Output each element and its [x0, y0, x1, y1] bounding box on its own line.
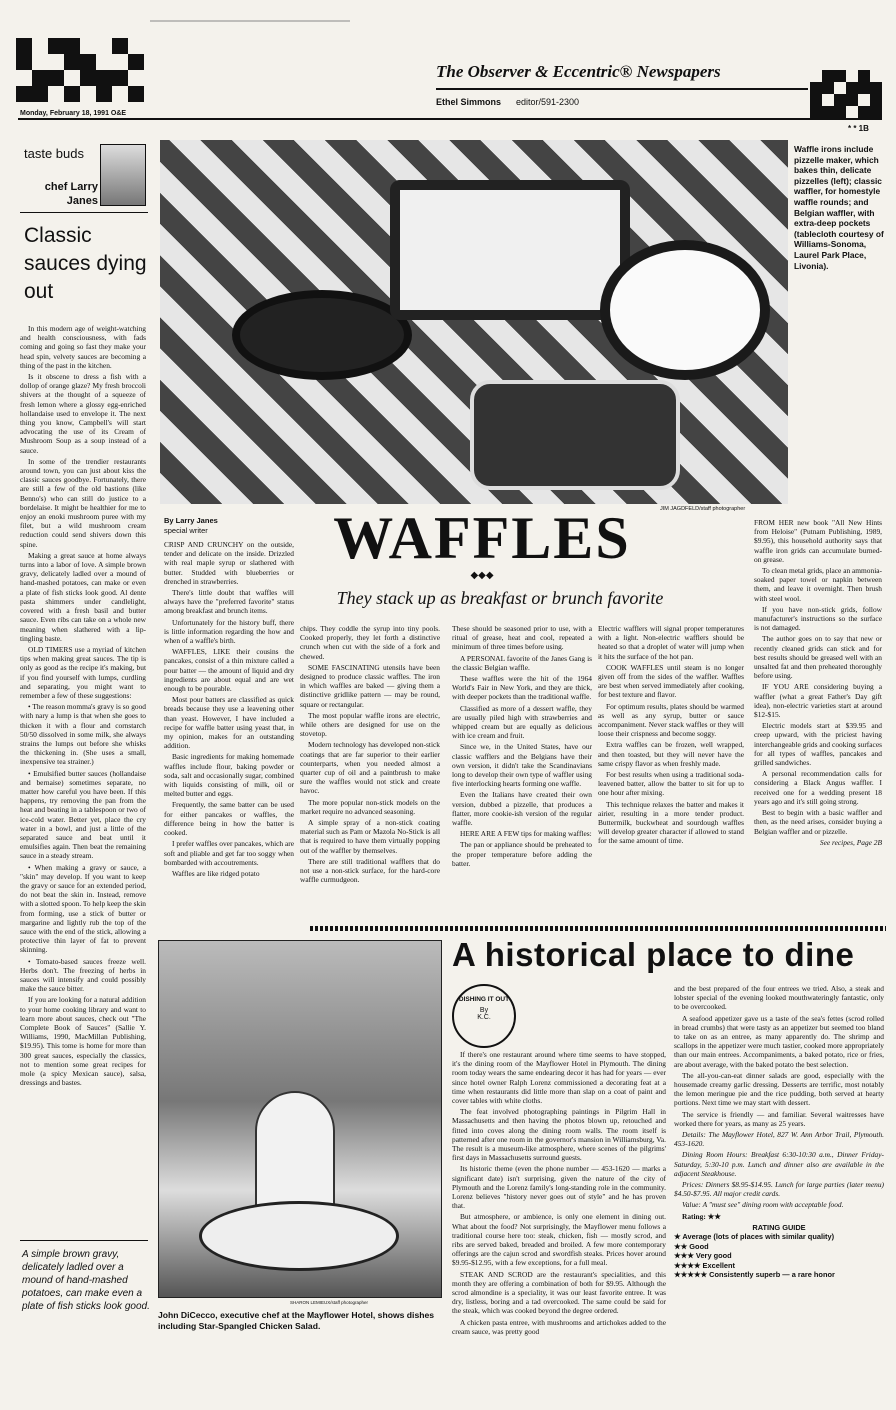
- editor-name: Ethel Simmons: [436, 97, 502, 107]
- chef-dishes-photo: [158, 940, 442, 1298]
- chef-photo-credit: SHARON LEMIEUX/staff photographer: [290, 1300, 368, 1305]
- prices-line: Prices: Dinners $8.95-$14.95. Lunch for large parties (later menu) $4.50-$7.95. All major credit cards.: [674, 1180, 884, 1199]
- editor-phone: editor/591-2300: [516, 97, 580, 107]
- hours-line: Dining Room Hours: Breakfast 6:30-10:30 a.m., Dinner Friday-Saturday, 5:30-10 p.m. Lunch and dinner also are available in the adjacent Steakhouse.: [674, 1150, 884, 1178]
- waffles-col-2: chips. They coddle the syrup into tiny pools. Cooked properly, they let forth a distinctive crunch when cut with the side of a fork and chewed. SOME FASCINATING utensils have been designed to produce classic waffles. The iron in which waffles are baked — giving them a distinctive gridlike pattern — may be round, square or rectangular. The most popular waffle irons are electric, while others are designed for use on the stovetop. Modern technology has developed non-stick coatings that are far superior to their earlier counterparts, when you needed almost a quarter cup of oil and a paintbrush to make sure the waffles would not stick and create havoc. The more popular non-stick models on the market require no advanced seasoning. A simple spray of a non-stick coating material such as Pam or Mazola No-Stick is all that is required to have them virtually popping out of the waffler by themselves. There are still traditional wafflers that do not use a non-stick surface, for the hard-core waffle curmudgeon.: [300, 624, 440, 885]
- waffles-col-3: These should be seasoned prior to use, with a ritual of grease, heat and cool, repeated a minimum of three times before using. A PERSONAL favorite of the Janes Gang is the classic Belgian waffle. These waffles were the hit of the 1964 World's Fair in New York, and they are thick, with deeper pockets than the traditional waffle. Classified as more of a dessert waffle, they are usually piled high with strawberries and whipped cream but are equally as delicious with ice cream and fruit. Since we, in the United States, have our classic wafflers and the Belgians have their own version, it didn't take the Scandinavians long to develop their own type of waffler using five interlocking hearts forming one waffle. Even the Italians have created their own version, dubbed a pizzelle, that produces a flatter, more cookie-ish version of the regular waffle. HERE ARE A FEW tips for making waffles: The pan or appliance should be preheated to the proper temperature before adding the batter.: [452, 624, 592, 868]
- badge-by: By: [479, 1007, 489, 1014]
- masthead: [0, 0, 896, 133]
- headline-ornament: ◆◆◆: [470, 570, 494, 581]
- chef-name: chef Larry Janes: [44, 181, 98, 207]
- rating-line: Rating: ★★: [682, 1211, 721, 1221]
- dishing-it-out-badge: [452, 984, 516, 1048]
- column-body: In this modern age of weight-watching and health consciousness, with fads coming and going so fast they make your head spin, velvety sauces are becoming a thing of the past in the kitchen. Is it obscene to dress a fish with a dollop of orange glaze? My fresh broccoli shivers at the thought of a squeeze of fresh lemon where a glossy egg-enriched hollandaise used to envelope it. The next thing you know, Campbell's will start advocating the use of its Cream of Mushroom Soup as a soup instead of a sauce. In some of the trendier restaurants around town, you can just about kiss the classic sauces goodbye. Fortunately, there are still a few of the old bastions (like Benno's) who can still do justice to a bordelaise. It might be healthier for me to enjoy an enoki mushroom puree with my filet, but a wild mushroom cream reduction could send shivers down this spine. Making a great sauce at home always turns into a labor of love. A simple brown gravy, delicately ladled over a mound of hand-mashed potatoes, can make or even a plate of fish sticks look good. Al dente pasta shimmers under candlelight, covered with a fresh basil and butter sauce. Even ribs can take on a whole new meaning when slathered with a lip-tingling baste. OLD TIMERS use a myriad of kitchen tips when making great sauces. The tip is only as good as the recipe it's making, but if you find yourself with lumps, curdling and separating, you might want to remember a few of these suggestions: • The reason momma's gravy is so good with nary a lump is that when she goes to thicken it with a flour and cornstarch 50/50 dissolved in some milk, she always strains the lumps out before she whisks the thickening in. (She uses a small, inexpensive tea strainer.) • Emulsified butter sauces (hollandaise and bernaise) sometimes separate, no matter how careful you have been. If this happens, try removing the pan from the heat and beating in a tablespoon or two of ice-cold water. Better yet, place the cry water in a bowl, and just a little of the separated sauce and beat until it emulsifies again. Then beat the remaining sauce in a steady stream. • When making a gravy or sauce, a "skin" may develop. If you want to keep the gravy or sauce for an extended period, do not beat the skin in. Instead, remove with a slotted spoon. To help keep the skin from forming, use a stick of butter or margarine and lightly rub the top of the sauce with the end of the stick, allowing a protective thin layer of fat to prevent skinning. • Tomato-based sauces freeze well. Herbs don't. The freezing of herbs in sauces will intensify and could possibly make the sauce bitter. If you are looking for a natural addition to your home cooking library and want to learn more about sauces, check out "The Complete Book of Sauces" (Sallie Y. Williams, 1990, MacMillan Publishing, $19.95). This tome is home for more than 300 great sauces, especially the classics, not to mention some great recipes for mole (a spicy Mexican sauce), salsa, dressings and bastes.: [20, 324, 146, 1088]
- date-rule: [18, 118, 882, 120]
- waffles-subhead: They stack up as breakfast or brunch favorite: [336, 588, 664, 608]
- badge-title: DISHING IT OUT: [458, 996, 510, 1003]
- waffles-col-5: FROM HER new book "All New Hints from Heloise" (Putnam Publishing, 1989, $9.95), this household authority says that waffle iron grids can accumulate burned-on grease. To clean metal grids, place an ammonia-soaked paper towel or napkin between them, and leave it overnight. Then brush with steel wool. If you have non-stick grids, follow manufacturer's instructions so the surface is not damaged. The author goes on to say that new or recently cleaned grids can stick and for best results should be greased well with an unsalted fat and then preheated thoroughly before using. IF YOU ARE considering buying a waffler (what a great Father's Day gift idea), non-electric varieties start at around $12-$15. Electric models start at $39.95 and creep upward, with the priciest having interchangeable grids and cooking surfaces for all types of waffles, pancakes and grilled sandwiches. A personal recommendation calls for considering a Black Angus waffler. I received one for a wedding present 18 years ago and it's still going strong. Best to begin with a basic waffler and then, as the need arises, consider buying a Belgian waffler and or pizzelle. See recipes, Page 2B: [754, 518, 882, 847]
- issue-date: Monday, February 18, 1991 O&E: [20, 110, 127, 117]
- taste-buds-column: [20, 140, 148, 1275]
- pullquote: A simple brown gravy, delicately ladled over a mound of hand-mashed potatoes, can make even a plate of fish sticks look good.: [22, 1249, 150, 1312]
- column-headline: Classic sauces dying out: [24, 224, 147, 303]
- waffle-photo-caption: Waffle irons include pizzelle maker, which bakes thin, delicate pizzelles (left); classic waffler, for homestyle waffle rounds; and Belgian waffler, with extra-deep pockets (tablecloth courtesy of Williams-Sonoma, Laurel Park Place, Livonia).: [794, 144, 884, 271]
- column-tag: taste buds: [24, 146, 84, 161]
- classic-waffler-graphic: [390, 180, 630, 320]
- waffles-byline-role: special writer: [164, 526, 208, 535]
- right-checker-graphic: [810, 70, 882, 118]
- jump-line: See recipes, Page 2B: [819, 837, 882, 847]
- waffle-irons-photo: [160, 140, 788, 504]
- rating-guide-item: ★★★ Very good: [674, 1251, 732, 1261]
- rating-guide-item: ★★★★★ Consistently superb — a rare honor: [674, 1269, 835, 1279]
- dish-plate-graphic: [199, 1201, 399, 1271]
- waffles-col-1: CRISP AND CRUNCHY on the outside, tender and delicate on the inside. Drizzled with real maple syrup or slathered with butter. Studded with blueberries or drenched in strawberries. There's little doubt that waffles will always have the "preferred favorite" status among breakfast and brunch items. Unfortunately for the history buff, there is little information regarding the how and when of a waffle's birth. WAFFLES, LIKE their cousins the pancakes, consist of a thin mixture called a pour batter — the amount of liquid and dry ingredients are about equal and are wet enough to be pourable. Most pour batters are classified as quick breads because they use a leavening other than yeast. However, I have included a recipe for waffle batter using yeast that, in my opinion, makes for an outstanding addition. Basic ingredients for making homemade waffles include flour, baking powder or soda, salt and occasionally sugar, combined with liquids consisting of milk, oil or melted butter and eggs. Frequently, the same batter can be used for either pancakes or waffles, the difference being in how the batter is cooked. I prefer waffles over pancakes, which are soft and pliable and get far too soggy when bombarded with accoutrements. Waffles are like ridged potato: [164, 540, 294, 878]
- rating-guide-item: ★★ Good: [674, 1241, 709, 1251]
- pizzelle-maker-graphic: [232, 290, 412, 380]
- waffles-col-4: Electric wafflers will signal proper temperatures with a light. Non-electric wafflers should be heated so that a droplet of water will jump when it hits the surface of the hot pan. COOK WAFFLES until steam is no longer given off from the sides of the waffler. Waffles are best when served immediately after cooking, for best texture and flavor. For optimum results, plates should be warmed as well as any syrup, butter or sauce accompaniment. Never stack waffles or they will loose their crispness and become soggy. Extra waffles can be frozen, well wrapped, and then toasted, but they will never have the same crispy flavor as when freshly made. For best results when using a traditional soda-leavened batter, allow the batter to sit for up to one hour after mixing. This technique relaxes the batter and makes it airier, resulting in a more tender product. Buttermilk, buckwheat and sourdough waffles will develop greater character if allowed to stand for the same amount of time.: [598, 624, 744, 846]
- waffles-headline: WAFFLES: [333, 505, 631, 571]
- page-mark: * * 1B: [848, 124, 869, 133]
- rating-guide-item: ★★★★ Excellent: [674, 1260, 736, 1270]
- chef-figure-graphic: [255, 1091, 335, 1211]
- section-divider: [310, 926, 886, 931]
- belgian-waffler-graphic: [600, 240, 770, 380]
- waffle-photo-credit: JIM JAGDFELD/staff photographer: [660, 506, 746, 512]
- dine-col-2: and the best prepared of the four entrees we tried. Also, a steak and lobster special of the evening looked mouthwateringly fantastic, only to be overcooked. A seafood appetizer gave us a taste of the sea's fettes (scrod rolled in bread crumbs) that were tasty as an appetizer but seemed too bland to take on as an entree, as many apparently do. The shrimp and scallops in the appetizer were much tastier, cooked more appropriately than our main entrees. Accompaniments, a baked potato, rice or fries, are about average, with the baked potato the best selection. The all-you-can-eat dinner salads are good, especially with the housemade creamy garlic dressing. Desserts are terrific, most notably the lemon meringue pie and the rice pudding, both served at hearty portions. Next time we may start with dessert. The service is friendly — and familiar. Several waitresses have worked there for years, as many as 25 years. Details: The Mayflower Hotel, 827 W. Ann Arbor Trail, Plymouth. 453-1620. Dining Room Hours: Breakfast 6:30-10:30 a.m., Dinner Friday-Saturday, 5:30-10 p.m. Lunch and dinner also are available in the adjacent Steakhouse. Prices: Dinners $8.95-$14.95. Lunch for large parties (later menu) $4.50-$7.95. All major credit cards. Value: A "must see" dining room with acceptable food. Rating: ★★ RATING GUIDE ★ Average (lots of places with similar quality) ★★ Good ★★★ Very good ★★★★ Excellent ★★★★★ Consistently superb — a rare honor: [674, 984, 884, 1279]
- rating-guide-title: RATING GUIDE: [752, 1222, 806, 1232]
- details-line: Details: The Mayflower Hotel, 827 W. Ann Arbor Trail, Plymouth. 453-1620.: [674, 1130, 884, 1149]
- badge-initials: K.C.: [477, 1014, 491, 1021]
- left-checker-graphic: [16, 38, 144, 102]
- rating-guide-item: ★ Average (lots of places with similar quality): [674, 1232, 835, 1242]
- berries-plate-graphic: [470, 380, 680, 490]
- dine-col-1: If there's one restaurant around where time seems to have stopped, it's the dining room of the Mayflower Hotel in Plymouth. The dining room today wears the same endearing decor it has had for years — ever since hotel owner Ralph Lorenz commissioned a decorating feat at a time when restaurants did little more than slap on a coat of paint and cover tables with white cloths. The feat involved photographing paintings in Pilgrim Hall in Massachusetts and then having the photos blown up, retouched and fitted into coves along the dining room walls. The room itself is patterned after one room in the governor's mansion in Williamsburg, Va. The result is a museum-like atmosphere, where scenes of the pilgrims' first days in Massachusetts surround guests. Its historic theme (even the phone number — 453-1620 — marks a significant date) isn't surprising, given the nature of the city of Plymouth and the Lorenz family's long-standing role in the community. Lorenz believes "history never goes out of style" and he has proven that. But atmosphere, or ambience, is only one element in dining out. What about the food? Not surprisingly, the Mayflower menu follows a traditional course here too: steak, chicken, fish — mostly scrod, and ribs are served baked, breaded and broiled. A few more contemporary offerings are the cajun scrod and swordfish steaks. Prices hover around $9.95-$12.95, with a few exceptions, for a full meal. STEAK AND SCROD are the restaurant's specialities, and this month they are offering a combination of both for $9.95. Although the scrod almondine is a speciality, it was our least favorite entree. It was dry, listless, boring and a tad overcooked. The same could be said for the steak, which was cooked beyond the degree ordered. A chicken pasta entree, with mushrooms and artichokes added to the cream sauce, was pretty good: [452, 1050, 666, 1336]
- newspaper-name: The Observer & Eccentric® Newspapers: [436, 62, 721, 81]
- masthead-letter-graphic: [150, 20, 350, 60]
- dine-headline: A historical place to dine: [452, 936, 855, 973]
- chef-photo-caption: John DiCecco, executive chef at the Mayflower Hotel, shows dishes including Star-Spangled Chicken Salad.: [158, 1310, 435, 1331]
- value-line: Value: A "must see" dining room with acceptable food.: [682, 1200, 844, 1210]
- tag-rule: [20, 212, 148, 213]
- chef-portrait: [100, 144, 146, 206]
- rating-guide: [674, 1223, 884, 1279]
- pullquote-rule: [20, 1240, 148, 1241]
- masthead-rule: [436, 88, 808, 90]
- waffles-byline: By Larry Janes: [164, 516, 218, 525]
